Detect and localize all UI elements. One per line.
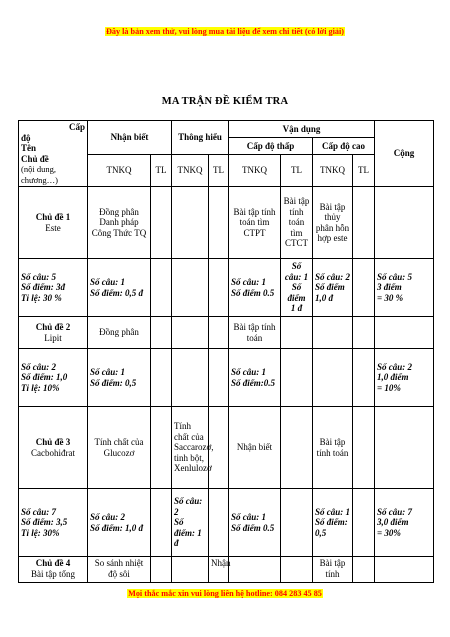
van-dung-cao-stats-cell	[313, 259, 353, 317]
stat-line: Số điểm: 3,5	[21, 517, 68, 528]
topic-stats-cell	[19, 489, 88, 557]
empty-cell	[281, 317, 313, 349]
stat-line: Số điểm: 1,0	[21, 372, 68, 383]
van-dung-cao-stats-cell	[313, 489, 353, 557]
topic-label: Chủ đề 3	[35, 437, 71, 447]
header-van-dung: Vận dụng	[229, 121, 375, 138]
topic-cell	[19, 557, 88, 583]
header-cong: Cộng	[375, 121, 434, 187]
preview-notice-banner: Đây là bản xem thử, vui lòng mua tài liệu để xem chi tiết (có lời giải)	[105, 27, 344, 36]
stat-line: Số câu: 2	[21, 361, 57, 372]
empty-cell	[151, 259, 172, 317]
topic-name: Lipit	[44, 332, 62, 343]
empty-cell	[353, 349, 375, 407]
stat-line: Số câu: 1	[90, 367, 126, 377]
stat-line: Số câu: 2	[377, 361, 413, 372]
nhan-biet-stats-cell	[88, 349, 151, 407]
empty-cell	[151, 317, 172, 349]
empty-cell	[209, 187, 229, 259]
empty-cell	[375, 407, 434, 489]
header-ten-label: Tên	[21, 143, 37, 153]
topic-label: Chủ đề 2	[35, 322, 71, 332]
header-nhan-biet: Nhận biết	[88, 121, 172, 155]
stat-line: = 30%	[377, 527, 401, 538]
nhan-biet-stats-cell	[88, 489, 151, 557]
stats-row-3	[19, 489, 434, 557]
header-tnkq: TNKQ	[88, 155, 151, 187]
stats-row-2	[19, 349, 434, 407]
topic-row-1	[19, 187, 434, 259]
empty-cell	[281, 489, 313, 557]
nhan-biet-stats-cell	[88, 259, 151, 317]
stat-line: 1,0 đ	[315, 292, 334, 303]
stat-line: Số câu: 1	[231, 512, 267, 522]
topic-label: Chủ đề 1	[35, 212, 71, 222]
stat-line: Số câu: 2	[174, 496, 203, 517]
empty-cell	[172, 187, 209, 259]
empty-cell	[281, 557, 313, 583]
empty-cell	[353, 557, 375, 583]
hotline-banner: Mọi thắc mắc xin vui lòng liên hệ hotline: 084 283 45 85	[128, 589, 322, 598]
empty-cell	[151, 349, 172, 407]
stat-line: Số điểm 0.5	[231, 522, 275, 533]
topic-stats-cell	[19, 349, 88, 407]
topic-name: Cacbohiđrat	[31, 447, 75, 458]
stat-line: Số điểm: 1 đ	[174, 517, 202, 549]
empty-cell	[151, 187, 172, 259]
stat-line: 0,5	[315, 527, 327, 538]
cong-stats-cell	[375, 259, 434, 317]
empty-cell	[209, 349, 229, 407]
stat-line: 3 điểm	[377, 282, 402, 293]
stat-line: Số điểm: 3đ	[21, 282, 65, 293]
thong-hieu-stats-cell	[172, 489, 209, 557]
stat-line: Số câu: 1	[315, 506, 351, 517]
stat-line: Số câu: 2	[315, 271, 351, 282]
empty-cell	[375, 187, 434, 259]
stat-line: 1,0 điểm	[377, 372, 409, 383]
thong-hieu-tl-cell: Nhận	[209, 557, 229, 583]
van-dung-thap-stats-cell	[229, 349, 281, 407]
van-dung-thap-stats-cell	[229, 259, 281, 317]
empty-cell	[353, 259, 375, 317]
topic-row-4	[19, 557, 434, 583]
stat-line: Tỉ lệ: 10%	[21, 382, 60, 393]
stat-line: = 30 %	[377, 292, 404, 303]
header-tl: TL	[209, 155, 229, 187]
empty-cell	[172, 259, 209, 317]
header-row-1	[19, 121, 434, 138]
empty-cell	[313, 317, 353, 349]
stat-line: Số câu: 7	[377, 506, 413, 517]
empty-cell	[353, 489, 375, 557]
stat-line: = 10%	[377, 382, 401, 393]
empty-cell	[229, 557, 281, 583]
empty-cell	[151, 489, 172, 557]
topic-cell	[19, 407, 88, 489]
thong-hieu-tnkq-cell: Tính chất của Saccarozơ, tinh bột, Xenlulozơ	[172, 407, 209, 489]
topic-cell	[19, 187, 88, 259]
stat-line: 3,0 điểm	[377, 517, 409, 528]
van-dung-thap-stats-cell	[229, 489, 281, 557]
header-cap-do-thap: Cấp độ thấp	[229, 138, 313, 155]
cong-stats-cell	[375, 349, 434, 407]
topic-stats-cell	[19, 259, 88, 317]
empty-cell	[172, 317, 209, 349]
document-title: MA TRẬN ĐỀ KIỂM TRA	[161, 96, 289, 107]
header-tl: TL	[281, 155, 313, 187]
topic-row-3	[19, 407, 434, 489]
van-dung-thap-tnkq-cell: Bài tập tính toán tìm CTPT	[229, 187, 281, 259]
stat-line: Số điểm:	[315, 517, 348, 528]
stat-line: Số câu: 1	[231, 367, 267, 377]
exam-matrix-table	[18, 120, 434, 583]
empty-cell	[151, 407, 172, 489]
header-do-label: độ	[21, 132, 31, 143]
header-corner-cell	[19, 121, 88, 187]
stat-line: Số điểm	[287, 282, 306, 303]
empty-cell	[172, 349, 209, 407]
empty-cell	[209, 489, 229, 557]
stat-line: Số câu: 1	[231, 277, 267, 287]
nhan-biet-tnkq-cell: Đồng phân Danh pháp Công Thức TQ	[88, 187, 151, 259]
van-dung-cao-tnkq-cell: Bài tập thủy phân hỗn hợp este	[313, 187, 353, 259]
stat-line: Tỉ lệ: 30 %	[21, 292, 62, 303]
header-tnkq: TNKQ	[229, 155, 281, 187]
stat-line: 1 đ	[290, 303, 303, 314]
cong-stats-cell	[375, 489, 434, 557]
topic-row-2	[19, 317, 434, 349]
nhan-biet-tnkq-cell: So sánh nhiệt độ sôi	[88, 557, 151, 583]
stat-line: Số câu: 5	[21, 271, 57, 282]
empty-cell	[151, 557, 172, 583]
header-tl: TL	[151, 155, 172, 187]
van-dung-thap-tl-stats-cell	[281, 259, 313, 317]
stat-line: Số điểm: 1,0 đ	[90, 522, 143, 533]
van-dung-thap-tl-cell: Bài tập tính toán tìm CTCT	[281, 187, 313, 259]
stat-line: Số câu: 1	[284, 261, 309, 282]
empty-cell	[353, 317, 375, 349]
topic-name: Bài tập tổng	[31, 568, 75, 579]
stat-line: Số câu: 7	[21, 506, 57, 517]
header-cap-label: Cấp	[68, 122, 85, 132]
stat-line: Tỉ lệ: 30%	[21, 527, 60, 538]
nhan-biet-tnkq-cell: Đồng phân	[88, 317, 151, 349]
empty-cell	[281, 407, 313, 489]
stat-line: Số điểm	[315, 282, 345, 293]
van-dung-cao-tnkq-cell: Bài tập tính toán	[313, 407, 353, 489]
van-dung-thap-tnkq-cell: Bài tập tính toán	[229, 317, 281, 349]
stat-line: Số câu: 5	[377, 271, 413, 282]
empty-cell	[172, 557, 209, 583]
header-note-label: (nội dung, chương…)	[21, 164, 58, 185]
stat-line: Số điểm 0.5	[231, 287, 275, 298]
topic-label: Chủ đề 4	[35, 558, 71, 568]
header-cap-do-cao: Cấp độ cao	[313, 138, 375, 155]
empty-cell	[209, 317, 229, 349]
topic-name: Este	[45, 222, 61, 233]
van-dung-cao-tnkq-cell: Bài tập tính	[313, 557, 353, 583]
empty-cell	[281, 349, 313, 407]
empty-cell	[353, 407, 375, 489]
van-dung-thap-tnkq-cell: Nhận biết	[229, 407, 281, 489]
empty-cell	[209, 259, 229, 317]
stat-line: Số câu: 1	[90, 277, 126, 287]
stat-line: Số điểm:0.5	[231, 377, 276, 388]
stat-line: Số điểm: 0,5 đ	[90, 287, 143, 298]
nhan-biet-tnkq-cell: Tính chất của Glucozơ	[88, 407, 151, 489]
empty-cell	[375, 317, 434, 349]
stat-line: Số câu: 2	[90, 512, 126, 522]
stat-line: Số điểm: 0,5	[90, 377, 137, 388]
empty-cell	[375, 557, 434, 583]
header-thong-hieu: Thông hiểu	[172, 121, 229, 155]
empty-cell	[313, 349, 353, 407]
topic-cell	[19, 317, 88, 349]
stats-row-1	[19, 259, 434, 317]
header-tnkq: TNKQ	[172, 155, 209, 187]
header-tl: TL	[353, 155, 375, 187]
header-chude-label: Chủ đề	[21, 153, 49, 164]
empty-cell	[353, 187, 375, 259]
header-tnkq: TNKQ	[313, 155, 353, 187]
